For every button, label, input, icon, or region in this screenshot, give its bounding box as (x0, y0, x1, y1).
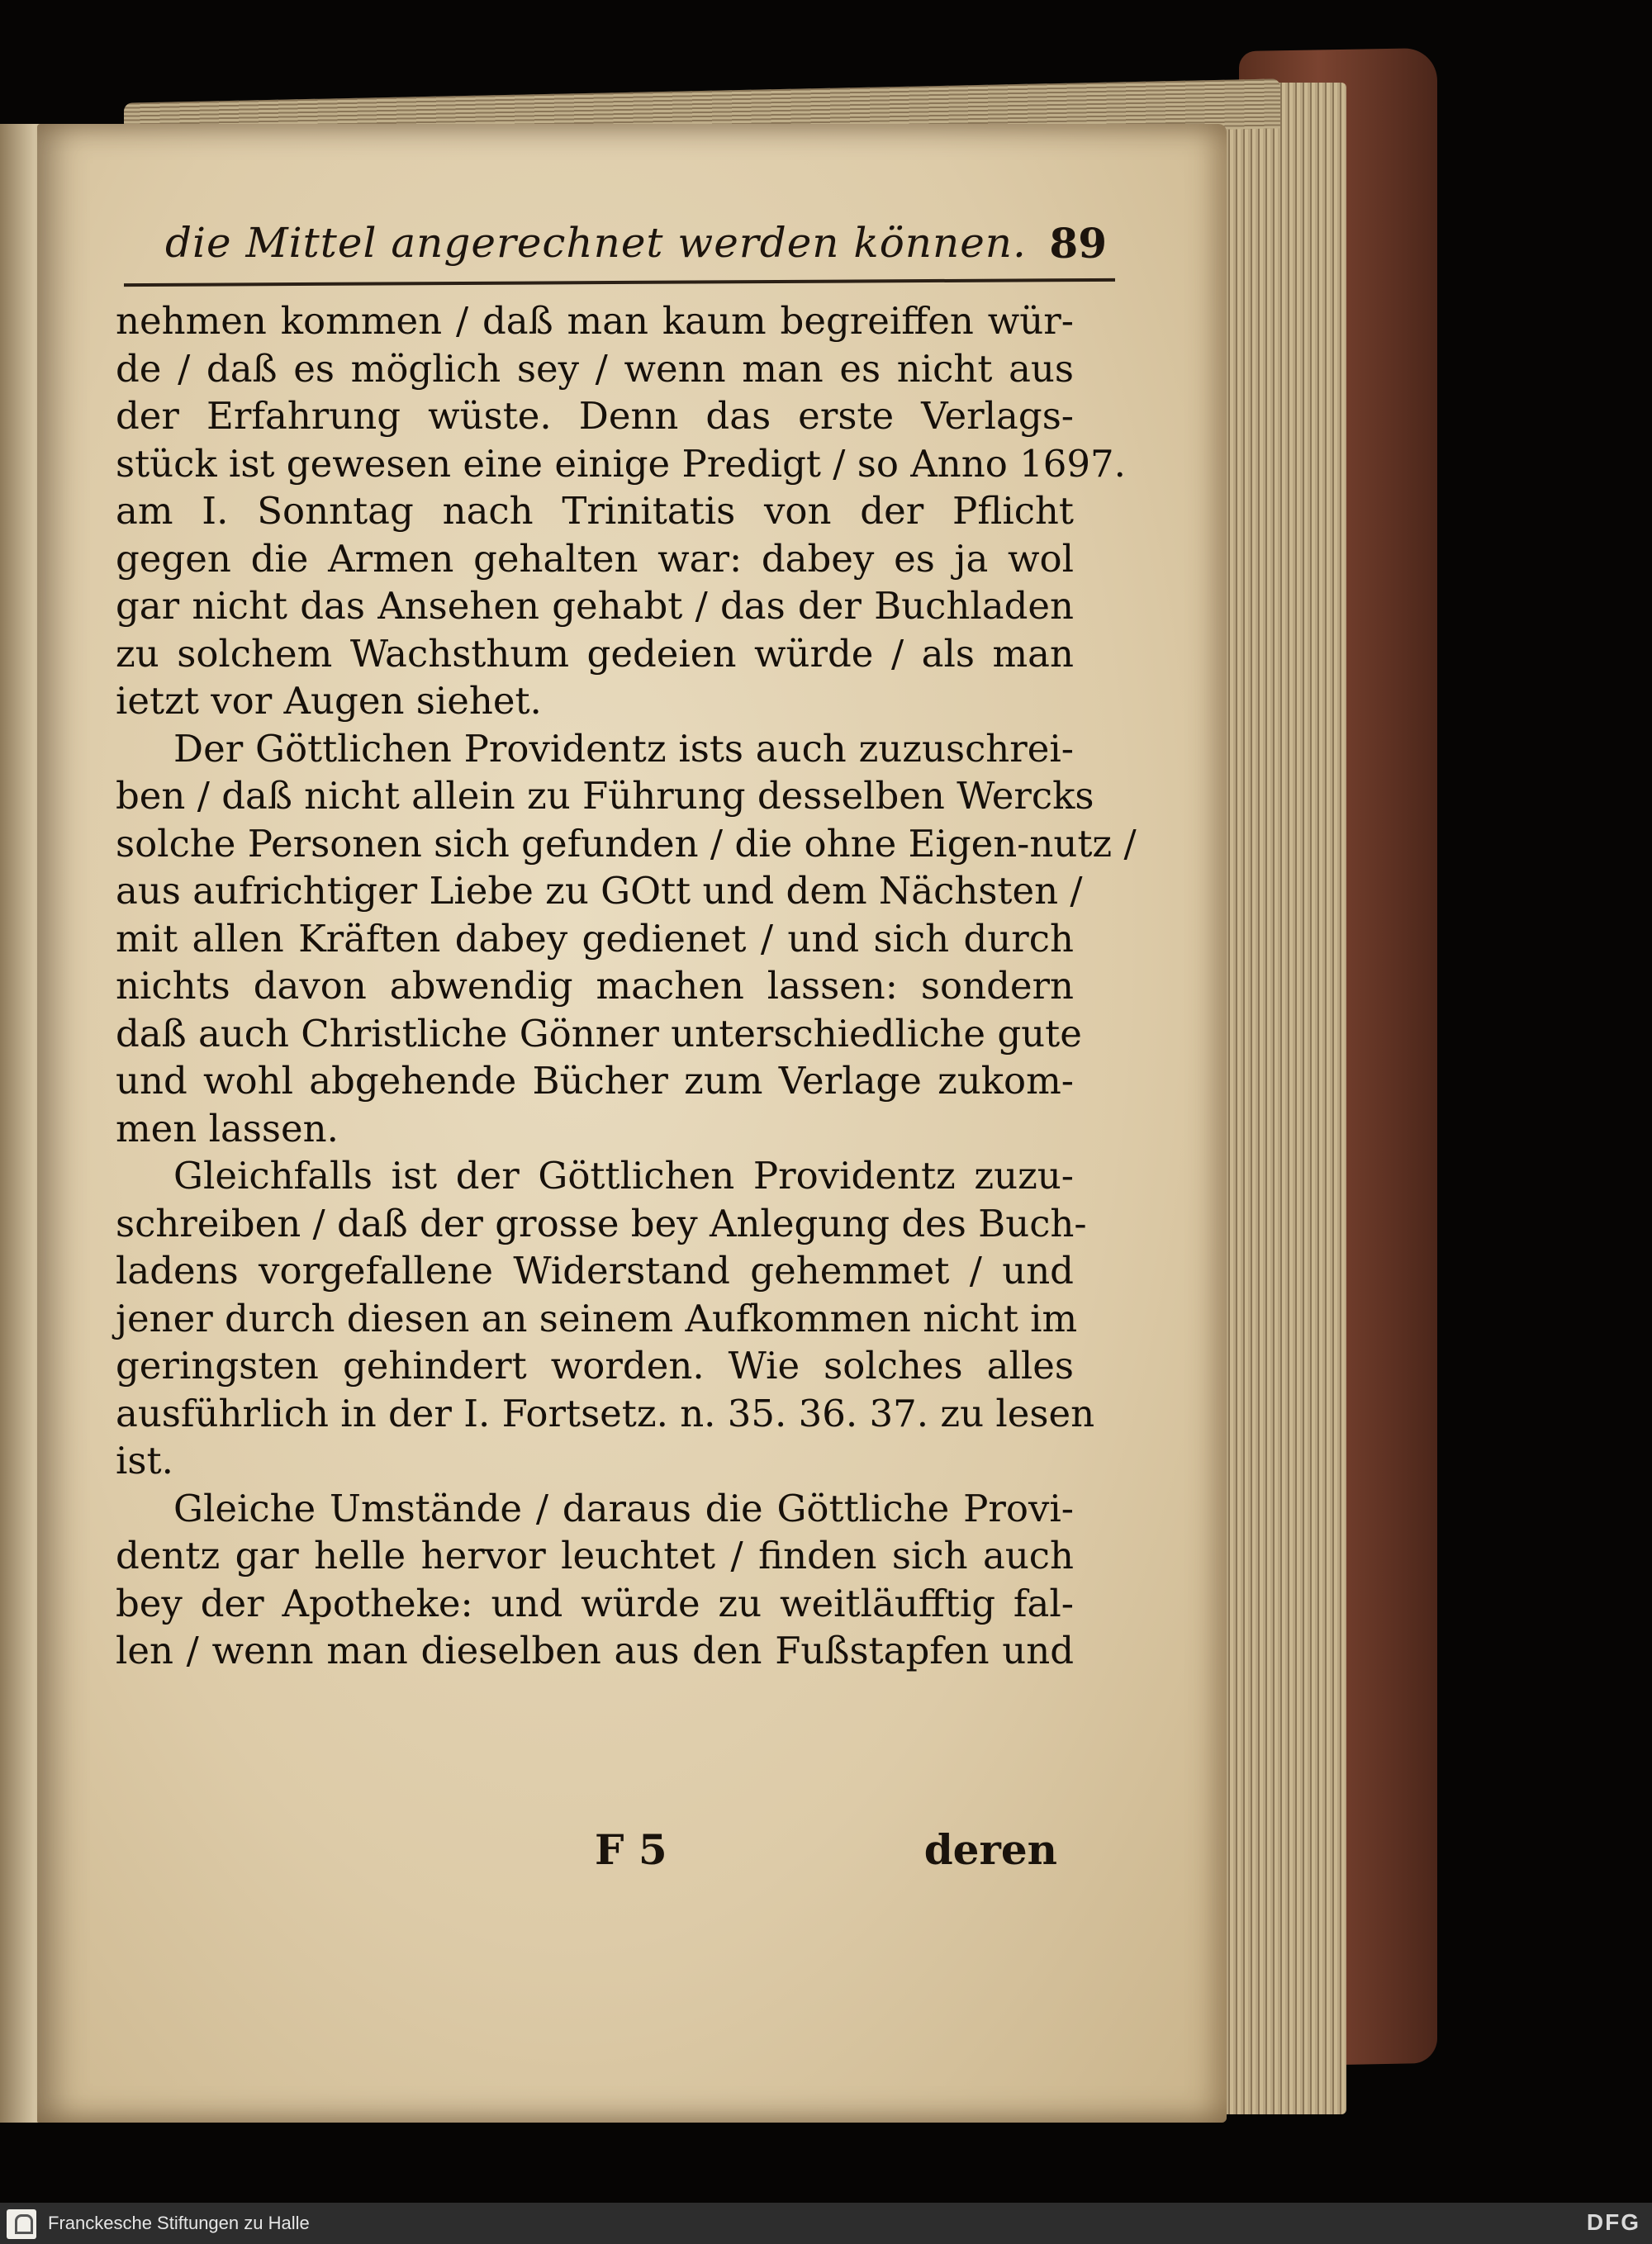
body-text (116, 297, 1137, 1675)
text-line: ladens vorgefallene Widerstand gehemmet / und (116, 1249, 1074, 1293)
dfg-logo: DFG (1586, 2209, 1640, 2235)
text-line: ist. (116, 1439, 173, 1483)
page-footer (116, 1825, 1057, 1883)
text-line: am I. Sonntag nach Trinitatis von der Pflicht (116, 489, 1074, 533)
text-line: schreiben / daß der grosse bey Anlegung des Buch- (116, 1201, 1087, 1245)
text-line: nichts davon abwendig machen lassen: sondern (116, 964, 1074, 1008)
text-line: jener durch diesen an seinem Aufkommen nicht im (116, 1296, 1078, 1340)
catchword: deren (923, 1825, 1057, 1874)
text-line: Gleichfalls ist der Göttlichen Providentz zuzu- (173, 1154, 1074, 1198)
text-line: gar nicht das Ansehen gehabt / das der Buchladen (116, 584, 1074, 628)
institution-name: Franckesche Stiftungen zu Halle (48, 2213, 310, 2233)
text-line: aus aufrichtiger Liebe zu GOtt und dem Nächsten / (116, 869, 1083, 913)
text-line: stück ist gewesen eine einige Predigt / so Anno 1697. (116, 441, 1126, 486)
text-line: gegen die Armen gehalten war: dabey es ja wol (116, 536, 1074, 581)
text-line: men lassen. (116, 1106, 339, 1150)
text-line: geringsten gehindert worden. Wie solches alles (116, 1344, 1074, 1388)
text-line: mit allen Kräften dabey gedienet / und sich durch (116, 916, 1074, 961)
text-line: der Erfahrung wüste. Denn das erste Verlags- (116, 394, 1074, 438)
text-line: daß auch Christliche Gönner unterschiedliche gute (116, 1011, 1082, 1056)
viewer-footer-bar (0, 2203, 1652, 2244)
running-head-title: die Mittel angerechnet werden können. (165, 219, 1027, 267)
text-line: zu solchem Wachsthum gedeien würde / als man (116, 631, 1074, 676)
text-line: ietzt vor Augen siehet. (116, 679, 542, 723)
text-line: Gleiche Umstände / daraus die Göttliche Provi- (173, 1486, 1074, 1530)
text-line: dentz gar helle hervor leuchtet / finden sich auch (116, 1534, 1074, 1577)
text-line: nehmen kommen / daß man kaum begreiffen wür- (116, 299, 1074, 343)
text-line: de / daß es möglich sey / wenn man es nicht aus (116, 346, 1074, 391)
text-line: und wohl abgehende Bücher zum Verlage zukom- (116, 1059, 1074, 1103)
text-line: ben / daß nicht allein zu Führung desselben Wercks (116, 774, 1094, 818)
page-number: 89 (1049, 219, 1107, 268)
institution-logo-icon (7, 2209, 36, 2239)
text-line: len / wenn man dieselben aus den Fußstapfen und (116, 1629, 1074, 1672)
text-line: bey der Apotheke: und würde zu weitläufftig fal- (116, 1581, 1074, 1625)
signature-mark: F 5 (595, 1825, 667, 1874)
text-line: Der Göttlichen Providentz ists auch zuzuschrei- (173, 726, 1074, 771)
text-line: ausführlich in der I. Fortsetz. n. 35. 36. 37. zu lesen (116, 1391, 1095, 1435)
running-head (165, 219, 1107, 277)
text-line: solche Personen sich gefunden / die ohne Eigen-nutz / (116, 821, 1137, 866)
